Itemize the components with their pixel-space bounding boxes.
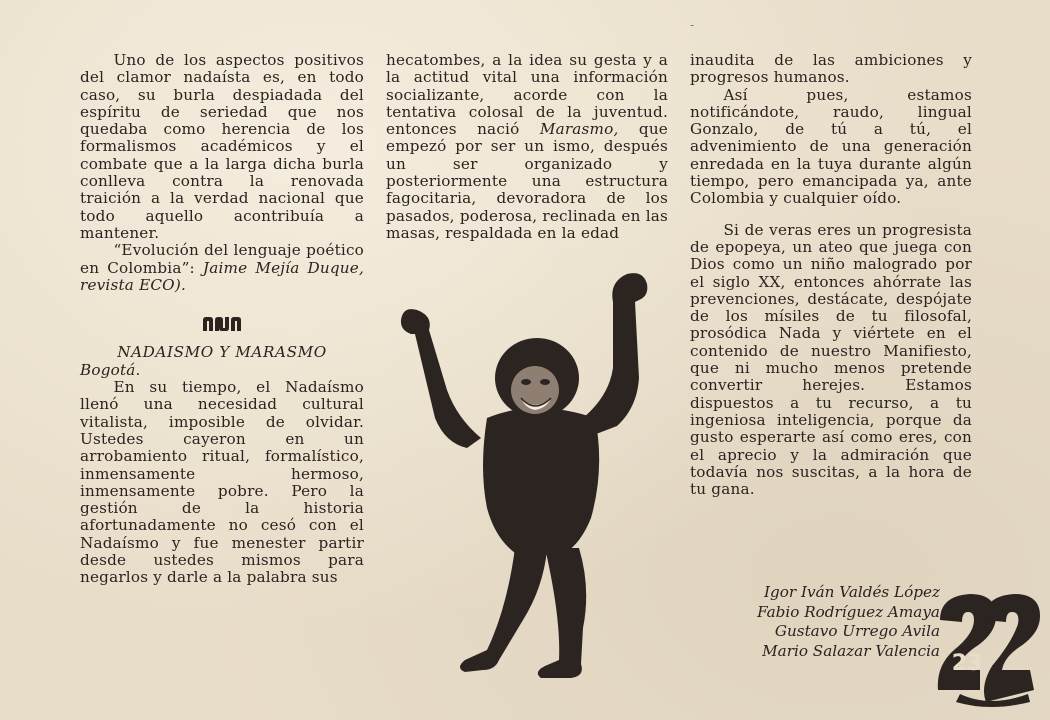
marasmo-name: Marasmo, (539, 120, 619, 139)
signature-name: Igor Iván Valdés López (764, 583, 940, 601)
paragraph-invitation: Si de veras eres un progresista de epopeya, un ateo que juega con Dios como un niño malogrado por el siglo XX, entonces ahórrate las prevenciones, destácate, despójate de los mísiles de tu filosofal, prosódica Nada y viértete en el contenido de nuestro Manifiesto, que ni mucho menos pretende convertir herejes. Estamos dispuestos a tu recurso, a tu ingeniosa inteligencia, porque da gusto esperarte así como eres, con el aprecio y la admiración que todavía nos suscitas, a la hora de tu gana. (690, 220, 972, 499)
signature-name: Mario Salazar Valencia (762, 641, 940, 660)
monkey-costume-photo (395, 268, 665, 688)
paragraph-ambitions: inaudita de las ambiciones y progresos humanos. (690, 51, 972, 87)
nn-logo-icon (80, 314, 364, 338)
marasmo-text-after: que empezó por ser un ismo, después un ser organizado y posteriormente una estructura fagocitaria, devoradora de los pasados, poderosa, reclinada en las masas, respaldada en la edad (386, 120, 668, 242)
page-number: 23 (951, 651, 983, 676)
text-column-2 (386, 52, 668, 242)
citation-source: Jaime Mejía Duque, revista ECO). (80, 258, 364, 294)
nn-page-badge-icon (930, 590, 1042, 708)
signature-name: Fabio Rodríguez Amaya (757, 602, 940, 621)
citation (80, 242, 364, 294)
section-title: NADAISMO Y MARASMO (117, 343, 327, 362)
paragraph-marasmo (386, 52, 668, 242)
paragraph-nadaismo-critique: Uno de los aspectos positivos del clamor nadaísta es, en todo caso, su burla despiadada del espíritu de seriedad que nos quedaba como herencia de los formalismos académicos y el combate que a la larga dicha burla conlleva contra la renovada traición a la verdad nacional que todo aquello acontribuía a mantener. (80, 51, 364, 242)
paragraph-notification: Así pues, estamos notificándote, raudo, lingual Gonzalo, de tú a tú, el advenimiento de una generación enredada en la tuya durante algún tiempo, pero emancipada ya, ante Colombia y cualquier oído. (690, 85, 972, 208)
signature-name: Gustavo Urrego Avila (774, 622, 940, 640)
dateline-place: Bogotá. (80, 360, 141, 379)
text-column-3 (690, 52, 972, 498)
signatures-block (700, 583, 940, 661)
marasmo-text-before: hecatombes, a la idea su gesta y a la actitud vital una información socializante, acorde con la tentativa colosal de la juventud. entonces nació (386, 51, 668, 139)
text-column-1 (80, 52, 364, 587)
paragraph-nadaismo-history: En su tiempo, el Nadaísmo llenó una necesidad cultural vitalista, imposible de olvidar. Ustedes cayeron en un arrobamiento ritual, formalístico, inmensamente hermoso, inmensamente pobre. Pero la gestión de la historia afortunadamente no cesó con el Nadaísmo y fue menester partir desde ustedes mismos para negarlos y darle a la palabra sus (80, 378, 364, 587)
print-mark: - (690, 18, 695, 32)
citation-title: “Evolución del lenguaje poético en Colombia”: (80, 241, 364, 277)
